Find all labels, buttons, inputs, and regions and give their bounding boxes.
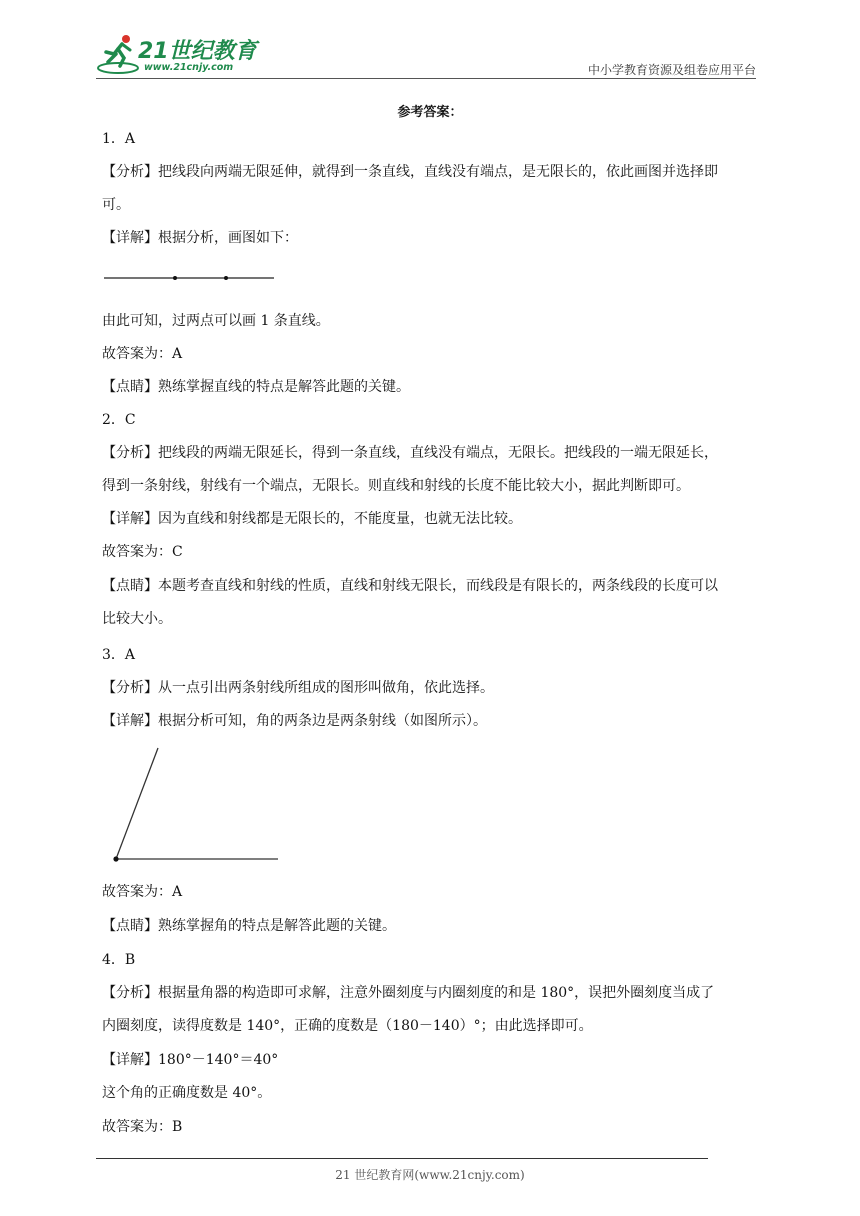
answer-line: 故答案为：A <box>102 884 183 900</box>
analysis-line: 【分析】根据量角器的构造即可求解，注意外圈刻度与内圈刻度的和是 180°，误把外圈刻度当成了 <box>102 985 715 1001</box>
detail-line: 这个角的正确度数是 40°。 <box>102 1085 272 1101</box>
detail-line: 【详解】因为直线和射线都是无限长的，不能度量，也就无法比较。 <box>102 511 522 527</box>
comment-line: 【点睛】本题考查直线和射线的性质，直线和射线无限长，而线段是有限长的，两条线段的长度可以 <box>102 578 718 594</box>
detail-line: 【详解】180°－140°＝40° <box>102 1052 279 1068</box>
analysis-line: 可。 <box>102 197 130 213</box>
analysis-line: 【分析】从一点引出两条射线所组成的图形叫做角，依此选择。 <box>102 680 494 696</box>
header-divider <box>96 78 756 79</box>
answer-number-2: 2．C <box>102 412 136 428</box>
analysis-line: 【分析】把线段向两端无限延伸，就得到一条直线，直线没有端点，是无限长的，依此画图并选择即 <box>102 164 718 180</box>
comment-line: 比较大小。 <box>102 611 172 627</box>
logo-wordmark: 21世纪教育 <box>138 39 257 64</box>
detail-line: 【详解】根据分析，画图如下： <box>102 230 298 246</box>
analysis-line: 【分析】把线段的两端无限延长，得到一条直线，直线没有端点，无限长。把线段的一端无限延长， <box>102 445 718 461</box>
site-logo <box>96 32 266 78</box>
answer-line: 故答案为：B <box>102 1119 183 1135</box>
analysis-line: 得到一条射线，射线有一个端点，无限长。则直线和射线的长度不能比较大小，据此判断即可。 <box>102 478 690 494</box>
comment-line: 【点睛】熟练掌握直线的特点是解答此题的关键。 <box>102 379 410 395</box>
conclusion-line: 由此可知，过两点可以画 1 条直线。 <box>102 313 330 329</box>
answer-number-3: 3．A <box>102 647 136 663</box>
page-title: 参考答案： <box>397 105 463 120</box>
header-platform-text: 中小学教育资源及组卷应用平台 <box>587 63 756 77</box>
angle-figure <box>108 744 284 866</box>
page-footer: 21 世纪教育网(www.21cnjy.com) <box>335 1168 525 1182</box>
footer-divider <box>96 1158 708 1159</box>
page-header <box>96 32 756 80</box>
answer-line: 故答案为：C <box>102 544 183 560</box>
answer-number-4: 4．B <box>102 952 136 968</box>
answer-line: 故答案为：A <box>102 346 183 362</box>
straight-line-figure <box>100 268 280 288</box>
comment-line: 【点睛】熟练掌握角的特点是解答此题的关键。 <box>102 918 396 934</box>
answer-number-1: 1．A <box>102 131 136 147</box>
running-figure-icon <box>96 32 142 76</box>
logo-url: www.21cnjy.com <box>144 62 234 73</box>
analysis-line: 内圈刻度，读得度数是 140°，正确的度数是（180－140）°；由此选择即可。 <box>102 1018 593 1034</box>
detail-line: 【详解】根据分析可知，角的两条边是两条射线（如图所示）。 <box>102 713 487 729</box>
